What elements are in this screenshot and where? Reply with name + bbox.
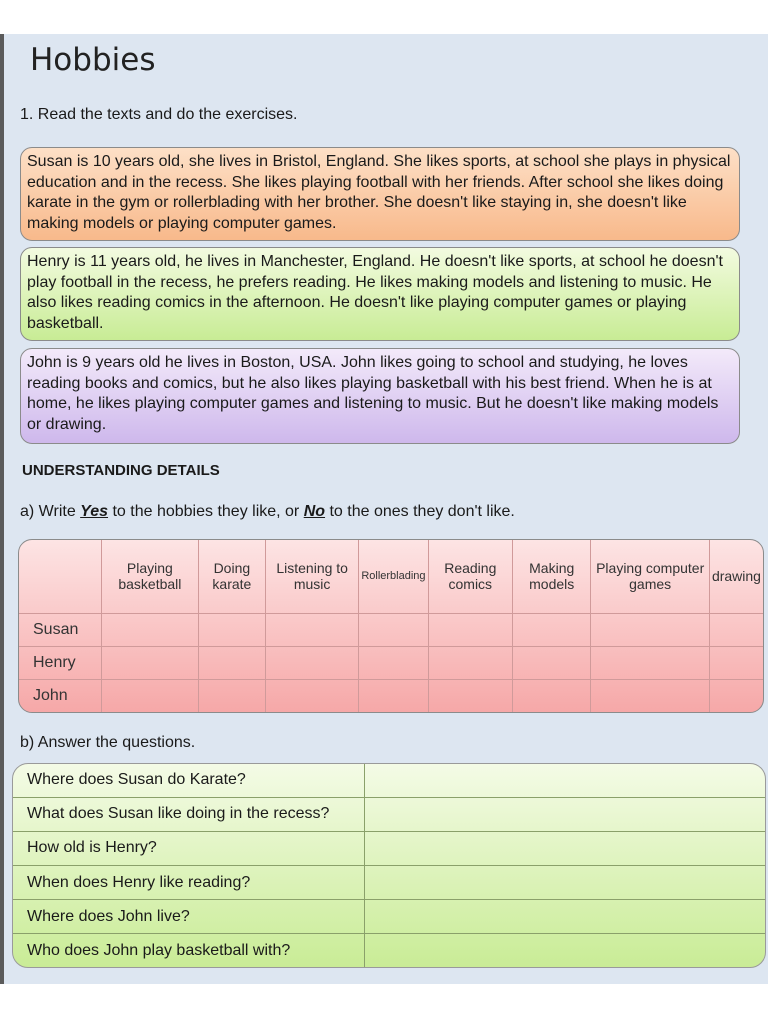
hobbies-table [18,539,764,713]
answer-cell[interactable] [591,646,710,679]
answer-cell[interactable] [428,646,513,679]
yes-word: Yes [80,503,109,520]
section-heading: UNDERSTANDING DETAILS [22,462,220,479]
no-word: No [303,503,326,520]
answer-cell[interactable] [709,680,763,712]
answer-cell[interactable] [709,613,763,646]
answer-cell[interactable] [198,646,265,679]
answer-cell[interactable] [102,613,199,646]
answer-field[interactable] [365,934,766,967]
column-header: Making models [513,540,591,613]
page-title: Hobbies [30,42,156,78]
part-a-suffix: to the ones they don't like. [325,503,515,520]
row-label: John [19,680,102,712]
answer-field[interactable] [365,764,766,797]
answer-cell[interactable] [591,613,710,646]
part-a-instruction [20,503,515,521]
answer-cell[interactable] [265,646,358,679]
susan-text-box: Susan is 10 years old, she lives in Bristol, England. She likes sports, at school she plays in physical education and in the recess. She likes playing football with her friends. After school she likes doing karate in the gym or rollerblading with her brother. She doesn't like staying in, she doesn't like making models or playing computer games. [20,147,740,241]
question-text: When does Henry like reading? [13,865,365,899]
table-row [19,613,763,646]
answer-cell[interactable] [359,680,428,712]
answer-cell[interactable] [513,646,591,679]
question-text: Where does Susan do Karate? [13,764,365,797]
part-a-middle: to the hobbies they like, or [108,503,304,520]
table-row [13,831,765,865]
table-row [13,764,765,797]
table-row [13,797,765,831]
row-label: Susan [19,613,102,646]
part-a-prefix: a) Write [20,503,81,520]
question-text: Who does John play basketball with? [13,934,365,967]
table-row [19,646,763,679]
table-row [13,900,765,934]
question-text: How old is Henry? [13,831,365,865]
answer-cell[interactable] [513,680,591,712]
column-header: Playing basketball [102,540,199,613]
table-row [19,680,763,712]
question-text: What does Susan like doing in the recess? [13,797,365,831]
answer-cell[interactable] [428,613,513,646]
answer-cell[interactable] [428,680,513,712]
row-label: Henry [19,646,102,679]
answer-cell[interactable] [709,646,763,679]
column-header: drawing [709,540,763,613]
answer-cell[interactable] [102,680,199,712]
answer-cell[interactable] [265,613,358,646]
questions-table [12,763,766,968]
answer-cell[interactable] [102,646,199,679]
answer-cell[interactable] [198,680,265,712]
answer-field[interactable] [365,865,766,899]
column-header: Rollerblading [359,540,428,613]
corner-cell [19,540,102,613]
left-border [0,34,4,984]
answer-cell[interactable] [359,646,428,679]
henry-text-box: Henry is 11 years old, he lives in Manchester, England. He doesn't like sports, at school he doesn't play football in the recess, he prefers reading. He likes making models and listening to music. He also likes reading comics in the afternoon. He doesn't like playing computer games or playing basketball. [20,247,740,341]
answer-field[interactable] [365,797,766,831]
john-text-box: John is 9 years old he lives in Boston, USA. John likes going to school and studying, he loves reading books and comics, but he also likes playing basketball with his best friend. When he is at home, he likes playing computer games and listening to music. But he doesn't like making models or drawing. [20,348,740,444]
answer-cell[interactable] [513,613,591,646]
column-header: Listening to music [265,540,358,613]
column-header: Playing computer games [591,540,710,613]
table-row [13,934,765,967]
table-row [13,865,765,899]
answer-cell[interactable] [359,613,428,646]
answer-cell[interactable] [265,680,358,712]
question-text: Where does John live? [13,900,365,934]
answer-cell[interactable] [198,613,265,646]
part-b-instruction: b) Answer the questions. [20,734,196,751]
answer-field[interactable] [365,831,766,865]
hobbies-header-row [19,540,763,613]
answer-cell[interactable] [591,680,710,712]
instruction-text: 1. Read the texts and do the exercises. [20,106,298,123]
column-header: Reading comics [428,540,513,613]
answer-field[interactable] [365,900,766,934]
column-header: Doing karate [198,540,265,613]
